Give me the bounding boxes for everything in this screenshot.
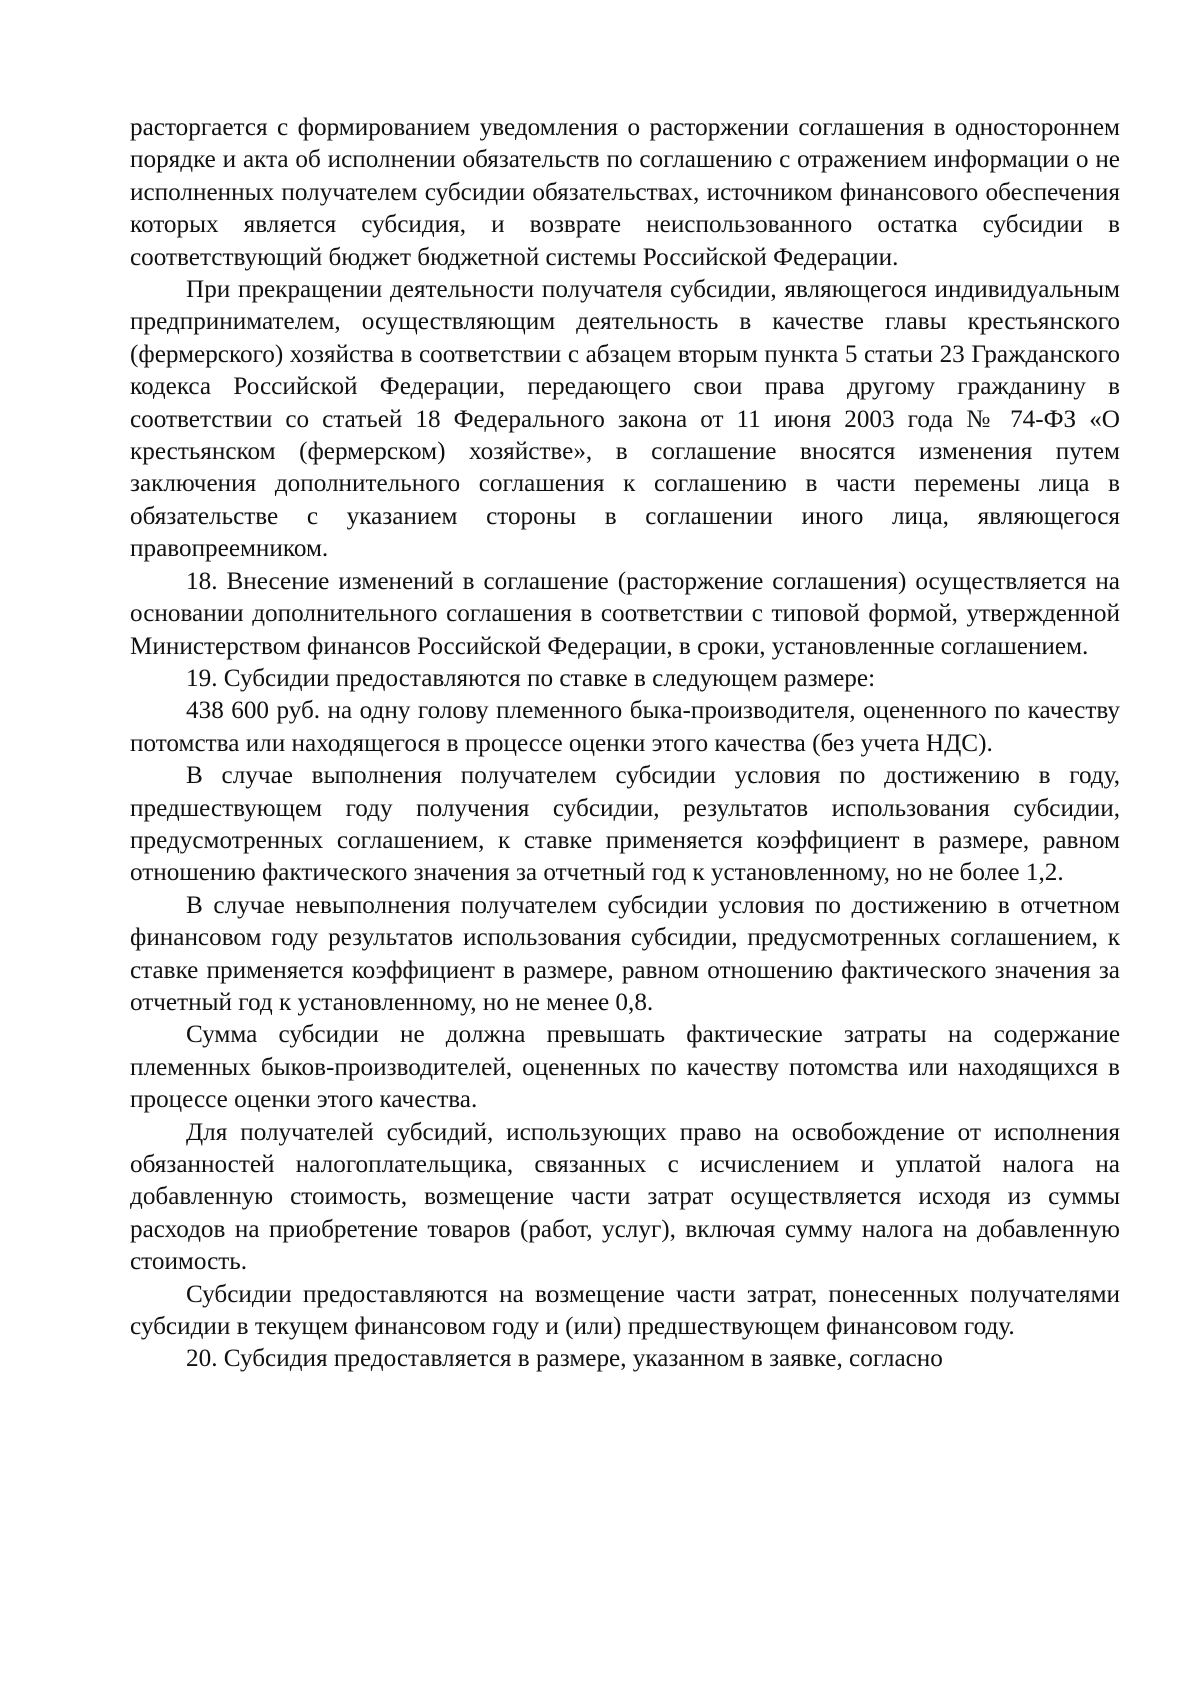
paragraph-coefficient-decrease: В случае невыполнения получателем субсидии условия по достижению в отчетном финансовом году результатов использования субсидии, предусмотренных соглашением, к ставке применяется коэффициент в размере, равном отношению фактического значения за отчетный год к установленному, но не менее 0,8. xyxy=(130,891,1120,1016)
document-page xyxy=(130,112,1120,1376)
paragraph-termination-continuation: расторгается с формированием уведомления о расторжении соглашения в одностороннем порядке и акта об исполнении обязательств по соглашению с отражением информации о не исполненных получателем субсидии обязательствах, источником финансового обеспечения которых является субсидия, и возврате неиспользованного остатка субсидии в соответствующий бюджет бюджетной системы Российской Федерации. xyxy=(130,114,1120,271)
paragraph-coefficient-increase: В случае выполнения получателем субсидии условия по достижению в году, предшествующем году получения субсидии, результатов использования субсидии, предусмотренных соглашением, к ставке применяется коэффициент в размере, равном отношению фактического значения за отчетный год к установленному, но не более 1,2. xyxy=(130,762,1120,887)
paragraph-cost-reimbursement-period: Субсидии предоставляются на возмещение части затрат, понесенных получателями субсидии в текущем финансовом году и (или) предшествующем финансовом году. xyxy=(130,1280,1120,1341)
paragraph-vat-exemption: Для получателей субсидий, использующих право на освобождение от исполнения обязанностей налогоплательщика, связанных с исчислением и уплатой налога на добавленную стоимость, возмещение части затрат осуществляется исходя из суммы расходов на приобретение товаров (работ, услуг), включая сумму налога на добавленную стоимость. xyxy=(130,1118,1120,1276)
paragraph-subsidy-limit: Сумма субсидии не должна превышать фактические затраты на содержание племенных быков-производителей, оцененных по качеству потомства или находящихся в процессе оценки этого качества. xyxy=(130,1021,1120,1114)
paragraph-item-18: 18. Внесение изменений в соглашение (расторжение соглашения) осуществляется на основании дополнительного соглашения в соответствии с типовой формой, утвержденной Министерством финансов Российской Федерации, в сроки, установленные соглашением. xyxy=(130,567,1120,660)
paragraph-rate-amount: 438 600 руб. на одну голову племенного быка-производителя, оцененного по качеству потомства или находящегося в процессе оценки этого качества (без учета НДС). xyxy=(130,697,1120,757)
paragraph-farm-head-succession: При прекращении деятельности получателя субсидии, являющегося индивидуальным предпринимателем, осуществляющим деятельность в качестве главы крестьянского (фермерского) хозяйства в соответствии с абзацем вторым пункта 5 статьи 23 Гражданского кодекса Российской Федерации, передающего свои права другому гражданину в соответствии со статьей 18 Федерального закона от 11 июня 2003 года № 74-ФЗ «О крестьянском (фермерском) хозяйстве», в соглашение вносятся изменения путем заключения дополнительного соглашения к соглашению в части перемены лица в обязательстве с указанием стороны в соглашении иного лица, являющегося правопреемником. xyxy=(130,276,1120,563)
paragraph-item-20: 20. Субсидия предоставляется в размере, указанном в заявке, согласно xyxy=(186,1345,943,1373)
paragraph-item-19: 19. Субсидии предоставляются по ставке в следующем размере: xyxy=(186,664,876,692)
